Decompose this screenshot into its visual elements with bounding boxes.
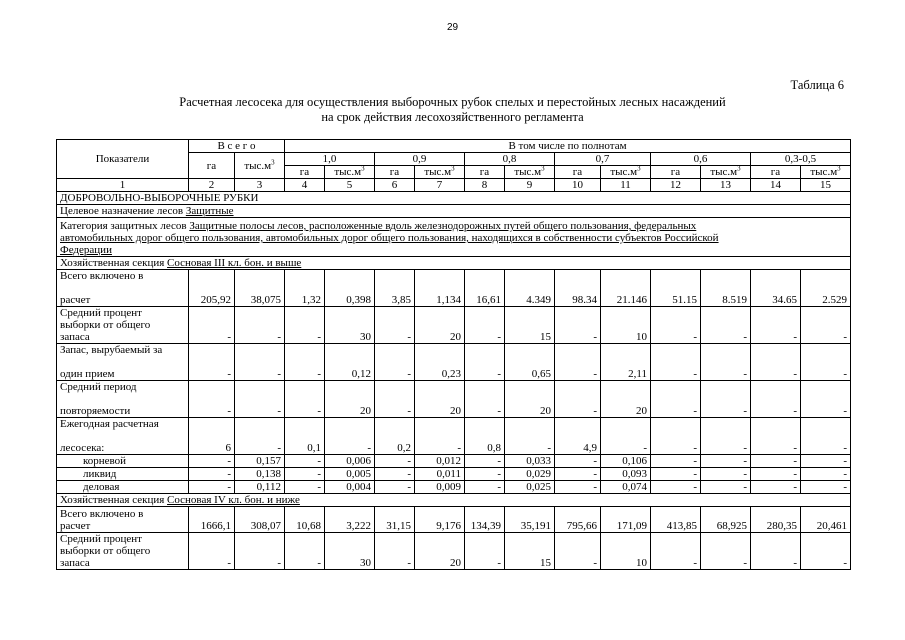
column-number: 3 (235, 179, 285, 192)
section-1-row: Хозяйственная секция Сосновая III кл. бон. и выше (57, 257, 851, 270)
table-cell: - (801, 468, 851, 481)
table-cell: 10,68 (285, 507, 325, 533)
table-cell: - (801, 533, 851, 570)
table-cell: 1,134 (415, 270, 465, 307)
table-cell: 0,033 (505, 455, 555, 468)
table-cell: 68,925 (701, 507, 751, 533)
table-cell: 0,398 (325, 270, 375, 307)
table-cell: 15 (505, 533, 555, 570)
table-cell: 171,09 (601, 507, 651, 533)
table-cell: - (325, 418, 375, 455)
table-cell: - (285, 344, 325, 381)
table-cell: - (701, 344, 751, 381)
header-th: $тыс.м^3$ (701, 166, 751, 179)
table-cell: 0,8 (465, 418, 505, 455)
row-label: Всего включено в расчет (57, 507, 189, 533)
table-cell: - (235, 533, 285, 570)
table-cell: - (375, 468, 415, 481)
header-ha: га (465, 166, 505, 179)
table-cell: - (751, 468, 801, 481)
table-cell: - (465, 533, 505, 570)
table-cell: - (801, 344, 851, 381)
table-cell: - (465, 307, 505, 344)
table-cell: - (235, 344, 285, 381)
table-cell: 4,9 (555, 418, 601, 455)
table-cell: 0,005 (325, 468, 375, 481)
column-number: 2 (189, 179, 235, 192)
table-cell: 0,112 (235, 481, 285, 494)
header-th: $тыс.м^3$ (325, 166, 375, 179)
table-cell: 0,23 (415, 344, 465, 381)
header-density: 0,7 (555, 153, 651, 166)
row-label: Всего включено в расчет (57, 270, 189, 307)
table-cell: - (651, 418, 701, 455)
table-cell: 20 (505, 381, 555, 418)
table-label: Таблица 6 (790, 78, 844, 92)
table-cell: - (375, 381, 415, 418)
header-ha: га (375, 166, 415, 179)
category-row: Категория защитных лесов Защитные полосы лесов, расположенные вдоль железнодорожных путей общего пользования, федеральных автомобильных дорог общего пользования, автомобильных дорог общего пользования, находящихся в собственности субъектов Российской Федерации (57, 218, 851, 257)
header-density: 0,8 (465, 153, 555, 166)
table-cell: 1,32 (285, 270, 325, 307)
table-cell: - (751, 455, 801, 468)
column-number: 13 (701, 179, 751, 192)
table-cell: - (701, 418, 751, 455)
table-cell: - (701, 468, 751, 481)
header-density: 0,3-0,5 (751, 153, 851, 166)
table-cell: - (751, 481, 801, 494)
table-cell: - (415, 418, 465, 455)
table-cell: 2.529 (801, 270, 851, 307)
table-cell: 280,35 (751, 507, 801, 533)
table-cell: 0,138 (235, 468, 285, 481)
header-th: $тыс.м^3$ (415, 166, 465, 179)
table-cell: 8.519 (701, 270, 751, 307)
table-cell: 9,176 (415, 507, 465, 533)
header-ha: га (555, 166, 601, 179)
table-cell: - (651, 307, 701, 344)
table-cell: 0,1 (285, 418, 325, 455)
felling-type-row: ДОБРОВОЛЬНО-ВЫБОРОЧНЫЕ РУБКИ (57, 192, 851, 205)
table-cell: 51.15 (651, 270, 701, 307)
header-th: $тыс.м^3$ (801, 166, 851, 179)
table-cell: - (505, 418, 555, 455)
header-total-th: $тыс.м^3$ (235, 153, 285, 179)
table-cell: - (555, 533, 601, 570)
row-label: ликвид (57, 468, 189, 481)
table-cell: 20 (415, 381, 465, 418)
table-cell: 0,025 (505, 481, 555, 494)
table-cell: - (751, 533, 801, 570)
table-cell: 0,2 (375, 418, 415, 455)
header-density: 1,0 (285, 153, 375, 166)
row-label: деловая (57, 481, 189, 494)
table-cell: - (651, 481, 701, 494)
purpose-row: Целевое назначение лесов Защитные (57, 205, 851, 218)
table-cell: - (375, 307, 415, 344)
table-cell: - (375, 455, 415, 468)
table-cell: - (555, 307, 601, 344)
table-cell: 20 (325, 381, 375, 418)
column-number: 6 (375, 179, 415, 192)
table-cell: 38,075 (235, 270, 285, 307)
row-label: Средний процент выборки от общего запаса (57, 307, 189, 344)
column-number: 8 (465, 179, 505, 192)
forest-felling-table (56, 139, 851, 570)
table-cell: - (375, 533, 415, 570)
table-cell: - (651, 344, 701, 381)
table-cell: 1666,1 (189, 507, 235, 533)
table-cell: 795,66 (555, 507, 601, 533)
table-cell: 0,106 (601, 455, 651, 468)
table-cell: - (375, 481, 415, 494)
section-2-row: Хозяйственная секция Сосновая IV кл. бон. и ниже (57, 494, 851, 507)
table-cell: - (701, 307, 751, 344)
header-density: 0,9 (375, 153, 465, 166)
table-cell: 0,029 (505, 468, 555, 481)
table-cell: - (235, 381, 285, 418)
table-cell: - (651, 533, 701, 570)
table-cell: 20,461 (801, 507, 851, 533)
header-ha: га (285, 166, 325, 179)
table-cell: 20 (415, 533, 465, 570)
table-cell: 31,15 (375, 507, 415, 533)
table-cell: 3,222 (325, 507, 375, 533)
table-cell: 0,006 (325, 455, 375, 468)
column-number: 7 (415, 179, 465, 192)
header-ha: га (651, 166, 701, 179)
table-cell: 0,009 (415, 481, 465, 494)
table-cell: - (235, 307, 285, 344)
table-cell: 0,093 (601, 468, 651, 481)
title-line-2: на срок действия лесохозяйственного регламента (321, 110, 584, 124)
table-cell: 0,012 (415, 455, 465, 468)
table-cell: - (189, 481, 235, 494)
table-cell: - (189, 455, 235, 468)
row-label: Ежегодная расчетная лесосека: (57, 418, 189, 455)
table-cell: 16,61 (465, 270, 505, 307)
table-cell: - (701, 381, 751, 418)
column-number: 14 (751, 179, 801, 192)
table-cell: 2,11 (601, 344, 651, 381)
table-cell: - (235, 418, 285, 455)
table-cell: 6 (189, 418, 235, 455)
table-cell: 21.146 (601, 270, 651, 307)
table-cell: - (285, 468, 325, 481)
header-th: $тыс.м^3$ (601, 166, 651, 179)
table-cell: - (701, 455, 751, 468)
table-cell: - (465, 468, 505, 481)
row-label: Средний период повторяемости (57, 381, 189, 418)
table-cell: 0,011 (415, 468, 465, 481)
table-cell: 0,157 (235, 455, 285, 468)
table-cell: - (801, 418, 851, 455)
table-cell: - (189, 468, 235, 481)
table-cell: - (801, 381, 851, 418)
table-cell: - (601, 418, 651, 455)
table-cell: - (285, 307, 325, 344)
table-cell: 0,074 (601, 481, 651, 494)
table-cell: - (751, 344, 801, 381)
header-incl: В том числе по полнотам (285, 140, 851, 153)
table-cell: 134,39 (465, 507, 505, 533)
table-cell: 4.349 (505, 270, 555, 307)
column-number: 4 (285, 179, 325, 192)
table-cell: - (651, 468, 701, 481)
header-ha: га (751, 166, 801, 179)
table-cell: - (285, 455, 325, 468)
table-cell: 205,92 (189, 270, 235, 307)
table-cell: 308,07 (235, 507, 285, 533)
table-cell: 10 (601, 533, 651, 570)
table-cell: - (555, 468, 601, 481)
title-line-1: Расчетная лесосека для осуществления выборочных рубок спелых и перестойных лесных насаждений (179, 95, 726, 109)
table-cell: 20 (415, 307, 465, 344)
row-label: корневой (57, 455, 189, 468)
table-cell: - (285, 481, 325, 494)
table-cell: - (555, 381, 601, 418)
table-cell: - (465, 481, 505, 494)
column-number: 11 (601, 179, 651, 192)
table-cell: 35,191 (505, 507, 555, 533)
table-cell: 15 (505, 307, 555, 344)
table-cell: - (555, 344, 601, 381)
table-cell: - (189, 533, 235, 570)
column-number: 12 (651, 179, 701, 192)
table-cell: - (651, 381, 701, 418)
table-cell: - (555, 455, 601, 468)
table-cell: - (465, 455, 505, 468)
table-cell: - (701, 533, 751, 570)
table-cell: - (701, 481, 751, 494)
column-number: 9 (505, 179, 555, 192)
table-cell: - (189, 381, 235, 418)
table-cell: - (651, 455, 701, 468)
table-cell: - (285, 381, 325, 418)
column-number: 5 (325, 179, 375, 192)
table-cell: - (751, 418, 801, 455)
table-cell: 0,65 (505, 344, 555, 381)
column-number: 15 (801, 179, 851, 192)
table-cell: - (751, 307, 801, 344)
table-cell: - (189, 307, 235, 344)
table-cell: 413,85 (651, 507, 701, 533)
table-cell: 20 (601, 381, 651, 418)
header-indicators: Показатели (57, 140, 189, 179)
table-cell: - (751, 381, 801, 418)
table-cell: 3,85 (375, 270, 415, 307)
header-density: 0,6 (651, 153, 751, 166)
column-number: 1 (57, 179, 189, 192)
table-cell: 98.34 (555, 270, 601, 307)
table-cell: - (465, 344, 505, 381)
header-total: В с е г о (189, 140, 285, 153)
table-cell: 34.65 (751, 270, 801, 307)
table-cell: 0,12 (325, 344, 375, 381)
table-cell: - (801, 307, 851, 344)
row-label: Средний процент выборки от общего запаса (57, 533, 189, 570)
table-cell: - (375, 344, 415, 381)
header-total-ha: га (189, 153, 235, 179)
column-number: 10 (555, 179, 601, 192)
table-title (0, 95, 905, 125)
table-cell: 0,004 (325, 481, 375, 494)
table-cell: 30 (325, 307, 375, 344)
table-cell: - (801, 455, 851, 468)
table-cell: - (465, 381, 505, 418)
table-cell: - (285, 533, 325, 570)
table-cell: 30 (325, 533, 375, 570)
table-cell: - (555, 481, 601, 494)
table-cell: 10 (601, 307, 651, 344)
header-th: $тыс.м^3$ (505, 166, 555, 179)
table-cell: - (801, 481, 851, 494)
row-label: Запас, вырубаемый за один прием (57, 344, 189, 381)
table-cell: - (189, 344, 235, 381)
page-number: 29 (446, 22, 459, 33)
